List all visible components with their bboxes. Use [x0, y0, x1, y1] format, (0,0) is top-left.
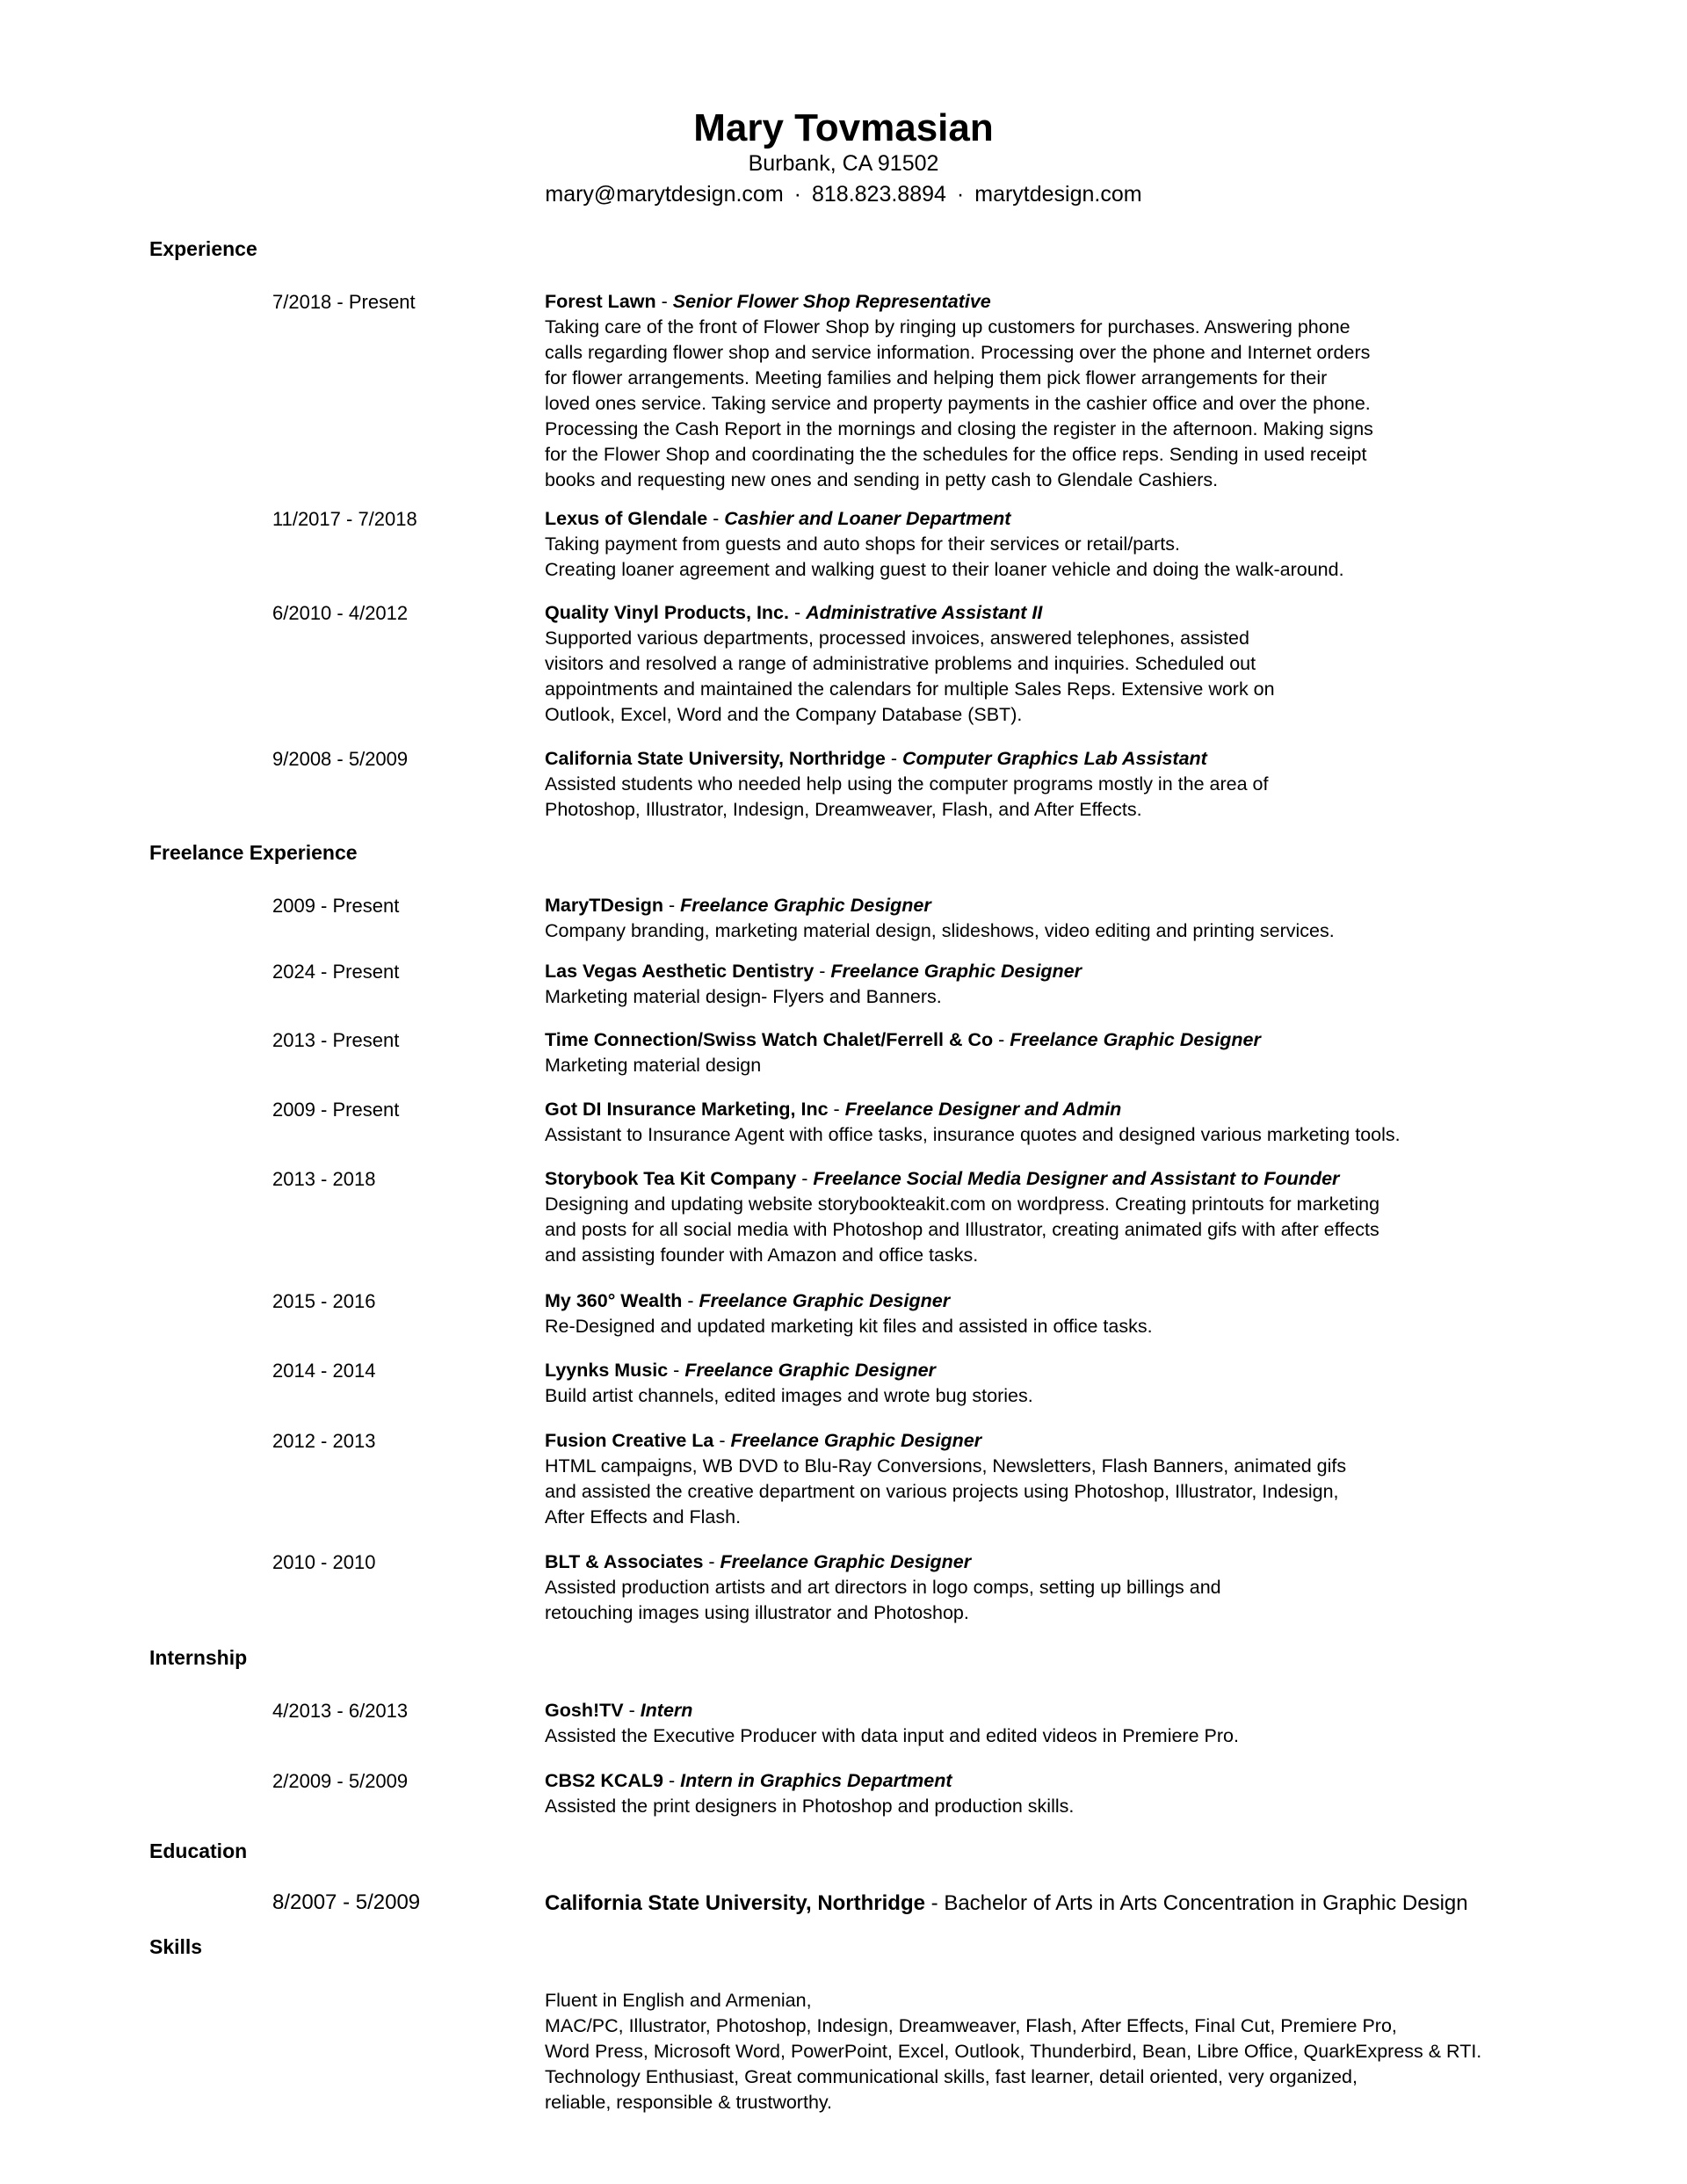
entry-date: 9/2008 - 5/2009 — [272, 748, 409, 770]
entry-org: Fusion Creative La — [545, 1430, 714, 1451]
separator: · — [793, 182, 801, 207]
website: marytdesign.com — [974, 182, 1142, 207]
email: mary@marytdesign.com — [545, 182, 784, 207]
entry-role: Senior Flower Shop Representative — [672, 291, 991, 312]
entry-role: Freelance Designer and Admin — [844, 1099, 1122, 1120]
entry-description: Assistant to Insurance Agent with office tasks, insurance quotes and designed various marketing tools. — [545, 1124, 1401, 1145]
entry-description: Assisted production artists and art directors in logo comps, setting up billings and retouching images using illustrator and Photoshop. — [545, 1577, 1221, 1623]
entry-org: California State University, Northridge — [545, 1891, 925, 1915]
entry-date: 2024 - Present — [272, 961, 400, 983]
entry-body: Las Vegas Aesthetic Dentistry - Freelance Graphic Designer Marketing material design- Flyers and Banners. — [545, 959, 1546, 1010]
entry-body: MaryTDesign - Freelance Graphic Designer Company branding, marketing material design, slideshows, video editing and printing services. — [545, 893, 1546, 944]
entry-date: 6/2010 - 4/2012 — [272, 602, 409, 624]
entry-description: Assisted the Executive Producer with data input and edited videos in Premiere Pro. — [545, 1725, 1239, 1746]
entry-role: Freelance Graphic Designer — [680, 895, 931, 916]
entry-org: MaryTDesign — [545, 895, 664, 916]
entry-date: 2013 - 2018 — [272, 1168, 376, 1190]
entry-description: Taking payment from guests and auto shops for their services or retail/parts. Creating loaner agreement and walking guest to their loaner vehicle and doing the walk-around. — [545, 533, 1344, 580]
entry-org: Quality Vinyl Products, Inc. — [545, 602, 789, 623]
entry-description: Designing and updating website storybookteakit.com on wordpress. Creating printouts for marketing and posts for all social media with Photoshop and Illustrator, creating animated gifs with after effects and assisting founder with Amazon and office tasks. — [545, 1194, 1380, 1266]
entry-date: 8/2007 - 5/2009 — [272, 1890, 421, 1914]
candidate-name: Mary Tovmasian — [693, 106, 994, 149]
entry-org: Las Vegas Aesthetic Dentistry — [545, 961, 815, 982]
section-title-skills: Skills — [149, 1935, 203, 1958]
entry-date: 7/2018 - Present — [272, 291, 416, 313]
entry-role: Computer Graphics Lab Assistant — [901, 748, 1207, 769]
entry-description: Company branding, marketing material design, slideshows, video editing and printing services. — [545, 920, 1335, 941]
entry-body: Fusion Creative La - Freelance Graphic Designer HTML campaigns, WB DVD to Blu-Ray Conversions, Newsletters, Flash Banners, animated gifs and assisted the creative department on various projects using Photoshop, Illustrator, Indesign, After Effects and Flash. — [545, 1428, 1546, 1530]
entry-degree: Bachelor of Arts in Arts Concentration in Graphic Design — [944, 1891, 1468, 1915]
section-title-internship: Internship — [149, 1646, 248, 1669]
entry-org: Lyynks Music — [545, 1360, 669, 1381]
entry-org: My 360° Wealth — [545, 1290, 683, 1311]
entry-body: BLT & Associates - Freelance Graphic Designer Assisted production artists and art directors in logo comps, setting up billings and retouching images using illustrator and Photoshop. — [545, 1549, 1546, 1626]
entry-date: 4/2013 - 6/2013 — [272, 1700, 409, 1722]
entry-body: California State University, Northridge - Computer Graphics Lab Assistant Assisted students who needed help using the computer programs mostly in the area of Photoshop, Illustrator, Indesign, Dreamweaver, Flash, and After Effects. — [545, 746, 1546, 823]
entry-description: Supported various departments, processed invoices, answered telephones, assisted visitors and resolved a range of administrative problems and inquiries. Scheduled out appointments and maintained the calendars for multiple Sales Reps. Extensive work on Outlook, Excel, Word and the Company Database (SBT). — [545, 628, 1275, 725]
entry-date: 2014 - 2014 — [272, 1360, 376, 1382]
address: Burbank, CA 91502 — [748, 151, 939, 176]
entry-description: Re-Designed and updated marketing kit files and assisted in office tasks. — [545, 1316, 1153, 1337]
entry-body: Time Connection/Swiss Watch Chalet/Ferrell & Co - Freelance Graphic Designer Marketing material design — [545, 1027, 1546, 1078]
section-title-experience: Experience — [149, 237, 257, 260]
entry-body: Storybook Tea Kit Company - Freelance Social Media Designer and Assistant to Founder Designing and updating website storybookteakit.com on wordpress. Creating printouts for marketing and posts for all social media with Photoshop and Illustrator, creating animated gifs with after effects and assisting founder with Amazon and office tasks. — [545, 1166, 1546, 1268]
section-title-freelance: Freelance Experience — [149, 841, 358, 864]
entry-role: Freelance Graphic Designer — [684, 1360, 936, 1381]
entry-body: Lexus of Glendale - Cashier and Loaner Department Taking payment from guests and auto shops for their services or retail/parts. Creating loaner agreement and walking guest to their loaner vehicle and doing the walk-around. — [545, 506, 1546, 583]
entry-date: 2012 - 2013 — [272, 1430, 376, 1452]
entry-role: Intern — [640, 1700, 693, 1721]
entry-role: Administrative Assistant II — [806, 602, 1043, 623]
entry-role: Freelance Graphic Designer — [730, 1430, 982, 1451]
skills-text: Fluent in English and Armenian, MAC/PC, Illustrator, Photoshop, Indesign, Dreamweaver, Flash, After Effects, Final Cut, Premiere Pro, Word Press, Microsoft Word, PowerPoint, Excel, Outlook, Thunderbird, Bean, Libre Office, QuarkExpress & RTI. Technology Enthusiast, Great communicational skills, fast learner, detail oriented, very organized, reliable, responsible & trustworthy. — [545, 1990, 1482, 2113]
entry-role: Intern in Graphics Department — [680, 1770, 952, 1791]
entry-date: 2015 - 2016 — [272, 1290, 376, 1312]
entry-role: Freelance Social Media Designer and Assistant to Founder — [813, 1168, 1340, 1189]
entry-role: Freelance Graphic Designer — [1010, 1029, 1261, 1050]
entry-org: BLT & Associates — [545, 1551, 704, 1572]
entry-body: Lyynks Music - Freelance Graphic Designer Build artist channels, edited images and wrote bug stories. — [545, 1358, 1546, 1409]
entry-body: California State University, Northridge - Bachelor of Arts in Arts Concentration in Graphic Design — [545, 1891, 1468, 1915]
entry-org: Storybook Tea Kit Company — [545, 1168, 797, 1189]
entry-role: Freelance Graphic Designer — [720, 1551, 972, 1572]
entry-body: Gosh!TV - Intern Assisted the Executive Producer with data input and edited videos in Premiere Pro. — [545, 1698, 1546, 1749]
entry-org: Lexus of Glendale — [545, 508, 708, 529]
entry-date: 2009 - Present — [272, 895, 400, 917]
entry-date: 2013 - Present — [272, 1029, 400, 1051]
entry-role: Cashier and Loaner Department — [724, 508, 1011, 529]
entry-role: Freelance Graphic Designer — [830, 961, 1082, 982]
entry-body: Got DI Insurance Marketing, Inc - Freelance Designer and Admin Assistant to Insurance Agent with office tasks, insurance quotes and designed various marketing tools. — [545, 1097, 1546, 1148]
entry-role: Freelance Graphic Designer — [699, 1290, 951, 1311]
entry-org: Time Connection/Swiss Watch Chalet/Ferrell & Co — [545, 1029, 994, 1050]
entry-org: Gosh!TV — [545, 1700, 624, 1721]
entry-description: Marketing material design- Flyers and Banners. — [545, 986, 942, 1007]
entry-date: 2/2009 - 5/2009 — [272, 1770, 409, 1792]
entry-org: California State University, Northridge — [545, 748, 886, 769]
entry-description: Build artist channels, edited images and wrote bug stories. — [545, 1385, 1033, 1406]
entry-date: 2009 - Present — [272, 1099, 400, 1121]
entry-org: Got DI Insurance Marketing, Inc — [545, 1099, 829, 1120]
entry-date: 11/2017 - 7/2018 — [272, 508, 417, 530]
contact-line — [0, 180, 1687, 208]
entry-date: 2010 - 2010 — [272, 1551, 376, 1573]
section-title-education: Education — [149, 1839, 248, 1862]
entry-description: Taking care of the front of Flower Shop by ringing up customers for purchases. Answering phone calls regarding flower shop and service information. Processing over the phone and Internet orders for flower arrangements. Meeting families and helping them pick flower arrangements for their loved ones service. Taking service and property payments in the cashier office and over the phone. Processing the Cash Report in the mornings and closing the register in the afternoon. Making signs for the Flower Shop and coordinating the the schedules for the office reps. Sending in used receipt books and requesting new ones and sending in petty cash to Glendale Cashiers. — [545, 316, 1373, 490]
separator: · — [956, 182, 965, 207]
entry-org: CBS2 KCAL9 — [545, 1770, 663, 1791]
entry-body: Forest Lawn - Senior Flower Shop Representative Taking care of the front of Flower Shop by ringing up customers for purchases. Answering phone calls regarding flower shop and service information. Processing over the phone and Internet orders for flower arrangements. Meeting families and helping them pick flower arrangements for their loved ones service. Taking service and property payments in the cashier office and over the phone. Processing the Cash Report in the mornings and closing the register in the afternoon. Making signs for the Flower Shop and coordinating the the schedules for the office reps. Sending in used receipt books and requesting new ones and sending in petty cash to Glendale Cashiers. — [545, 289, 1546, 493]
entry-body: My 360° Wealth - Freelance Graphic Designer Re-Designed and updated marketing kit files and assisted in office tasks. — [545, 1288, 1546, 1339]
entry-description: HTML campaigns, WB DVD to Blu-Ray Conversions, Newsletters, Flash Banners, animated gifs and assisted the creative department on various projects using Photoshop, Illustrator, Indesign, After Effects and Flash. — [545, 1455, 1347, 1527]
entry-description: Assisted students who needed help using the computer programs mostly in the area of Photoshop, Illustrator, Indesign, Dreamweaver, Flash, and After Effects. — [545, 773, 1269, 820]
entry-body: Quality Vinyl Products, Inc. - Administrative Assistant II Supported various departments, processed invoices, answered telephones, assisted visitors and resolved a range of administrative problems and inquiries. Scheduled out appointments and maintained the calendars for multiple Sales Reps. Extensive work on Outlook, Excel, Word and the Company Database (SBT). — [545, 600, 1546, 728]
entry-org: Forest Lawn — [545, 291, 656, 312]
entry-body: CBS2 KCAL9 - Intern in Graphics Department Assisted the print designers in Photoshop and production skills. — [545, 1768, 1546, 1819]
phone: 818.823.8894 — [811, 182, 946, 207]
entry-description: Assisted the print designers in Photoshop and production skills. — [545, 1796, 1075, 1817]
entry-description: Marketing material design — [545, 1055, 762, 1076]
